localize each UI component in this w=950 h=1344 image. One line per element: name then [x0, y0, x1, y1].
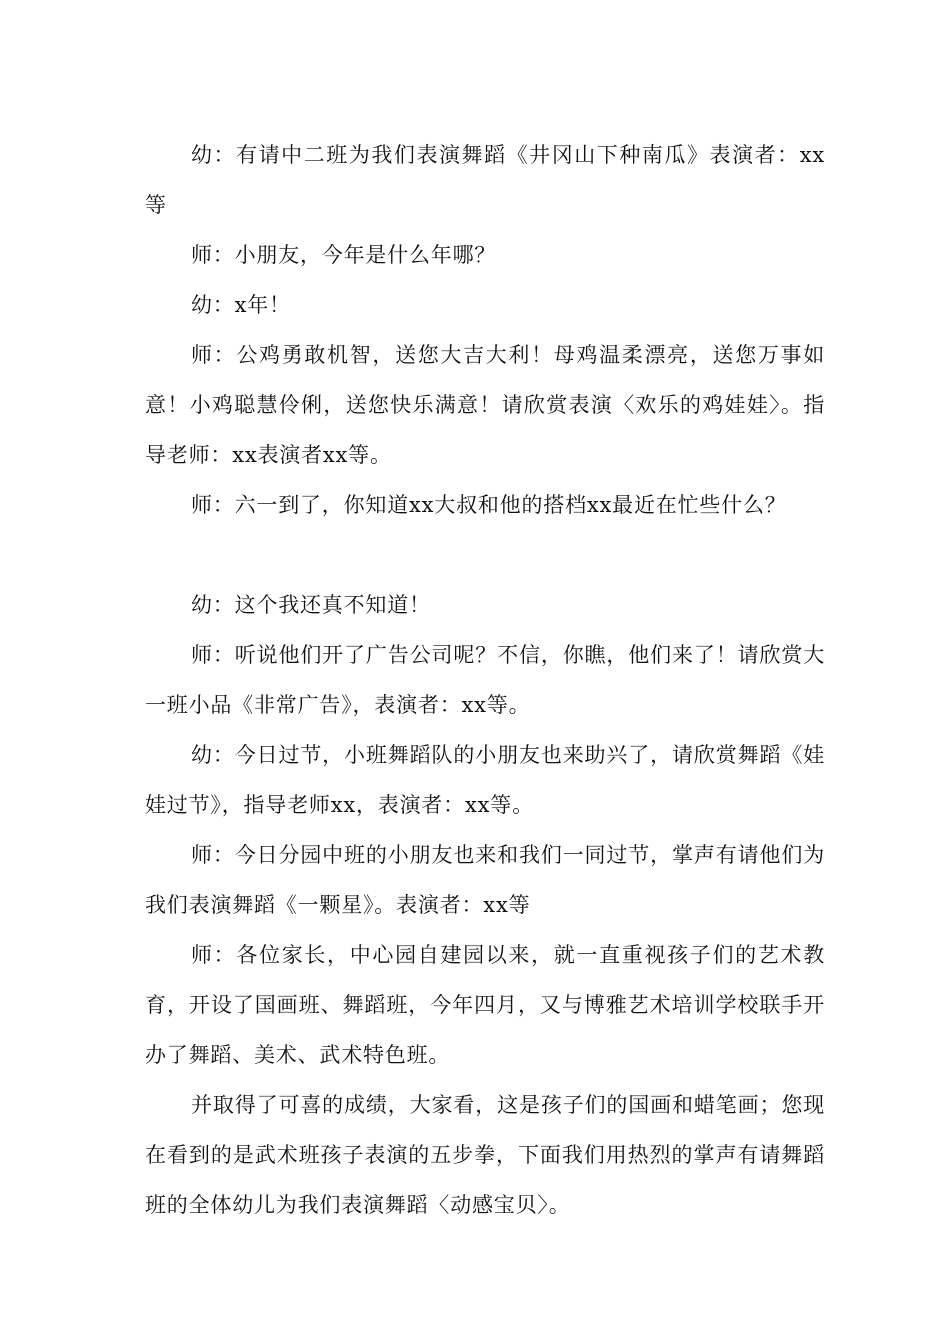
paragraph: 师：听说他们开了广告公司呢？不信，你瞧，他们来了！请欣赏大一班小品《非常广告》，表演者：xx等。	[145, 643, 825, 717]
paragraph: 师：今日分园中班的小朋友也来和我们一同过节，掌声有请他们为我们表演舞蹈《一颗星》。表演者：xx等	[145, 843, 825, 917]
paragraph: 师：六一到了，你知道xx大叔和他的搭档xx最近在忙些什么？	[191, 493, 787, 517]
paragraph: 师：公鸡勇敢机智，送您大吉大利！母鸡温柔漂亮，送您万事如意！小鸡聪慧伶俐，送您快乐满意！请欣赏表演〈欢乐的鸡娃娃〉。指导老师：xx表演者xx等。	[145, 343, 825, 467]
paragraph: 幼：x年！	[191, 293, 291, 317]
paragraph: 幼：今日过节，小班舞蹈队的小朋友也来助兴了，请欣赏舞蹈《娃娃过节》，指导老师xx，表演者：xx等。	[145, 743, 825, 817]
paragraph: 幼：这个我还真不知道！	[191, 593, 431, 617]
paragraph: 并取得了可喜的成绩，大家看，这是孩子们的国画和蜡笔画；您现在看到的是武术班孩子表演的五步拳，下面我们用热烈的掌声有请舞蹈班的全体幼儿为我们表演舞蹈〈动感宝贝〉。	[145, 1093, 825, 1217]
paragraph: 幼：有请中二班为我们表演舞蹈《井冈山下种南瓜》表演者：xx等	[145, 143, 825, 217]
paragraph: 师：各位家长，中心园自建园以来，就一直重视孩子们的艺术教育，开设了国画班、舞蹈班，今年四月，又与博雅艺术培训学校联手开办了舞蹈、美术、武术特色班。	[145, 943, 825, 1067]
document-body	[145, 130, 825, 1230]
paragraph: 师：小朋友，今年是什么年哪？	[191, 243, 497, 267]
